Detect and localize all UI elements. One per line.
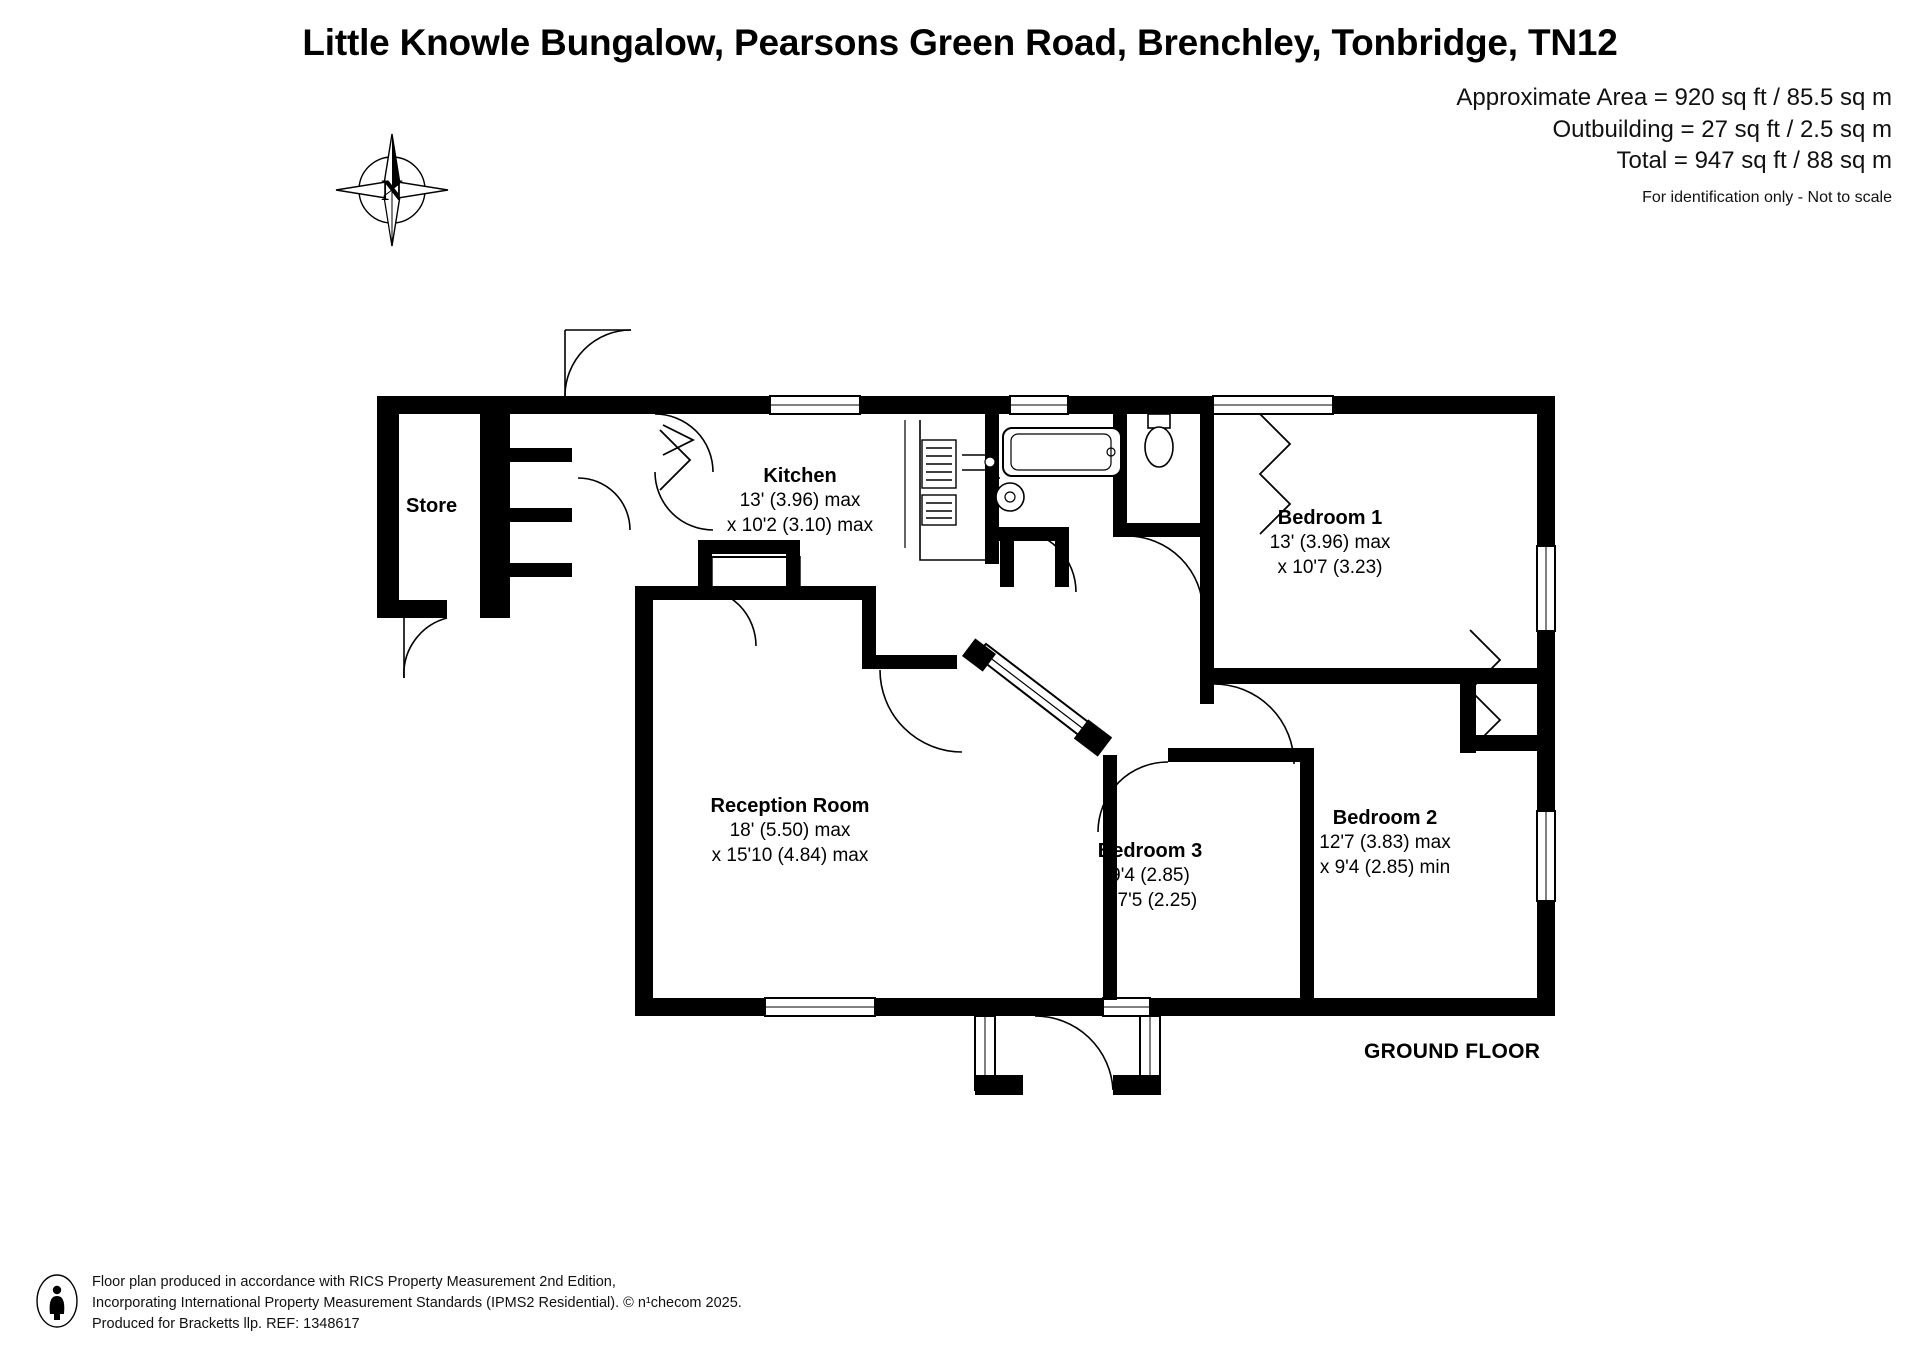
bedroom-2-dim-2: x 9'4 (2.85) min (1319, 856, 1451, 878)
room-label-store: Store (406, 495, 458, 517)
compass-north-label: N (381, 174, 403, 207)
bedroom-2-dim-1: 12'7 (3.83) max (1319, 832, 1451, 853)
kitchen-name: Kitchen (763, 465, 837, 487)
bedroom-1-dim-1: 13' (3.96) max (1269, 532, 1391, 553)
bedroom-3-dim-1: 9'4 (2.85) (1110, 865, 1190, 886)
floor-level-label: GROUND FLOOR (1364, 1040, 1541, 1063)
bedroom-2-name: Bedroom 2 (1332, 807, 1438, 829)
kitchen-dim-1: 13' (3.96) max (739, 490, 861, 511)
bedroom-3-dim-2: x 7'5 (2.25) (1102, 889, 1198, 911)
reception-room-name: Reception Room (710, 795, 870, 817)
bedroom-1-dim-2: x 10'7 (3.23) (1277, 556, 1383, 578)
footer-text (92, 1272, 742, 1335)
footer-line-1: Floor plan produced in accordance with RICS Property Measurement 2nd Edition, (92, 1274, 616, 1290)
kitchen-dim-2: x 10'2 (3.10) max (726, 514, 874, 536)
exterior-walls (377, 396, 1555, 1016)
area-line-total-area: Approximate Area = 920 sq ft / 85.5 sq m (1456, 84, 1892, 111)
reception-room-dim-1: 18' (5.50) max (729, 820, 851, 841)
reception-room-dim-2: x 15'10 (4.84) max (711, 844, 869, 866)
bedroom-3-name: Bedroom 3 (1097, 840, 1203, 862)
area-line-total: Total = 947 sq ft / 88 sq m (1616, 147, 1892, 175)
entrance-porch (975, 1016, 1161, 1095)
person-icon (36, 1274, 78, 1328)
area-line-outbuilding: Outbuilding = 27 sq ft / 2.5 sq m (1552, 115, 1892, 143)
footer-line-3: Produced for Bracketts llp. REF: 1348617 (92, 1316, 360, 1333)
page-title: Little Knowle Bungalow, Pearsons Green Road, Brenchley, Tonbridge, TN12 (302, 22, 1618, 63)
outbuilding-store (377, 396, 577, 678)
interior-walls (635, 414, 1540, 1000)
bedroom-1-name: Bedroom 1 (1277, 507, 1383, 529)
area-disclaimer: For identification only - Not to scale (1642, 189, 1892, 207)
footer-line-2: Incorporating International Property Measurement Standards (IPMS2 Residential). © n¹checom 2025. (92, 1295, 742, 1312)
